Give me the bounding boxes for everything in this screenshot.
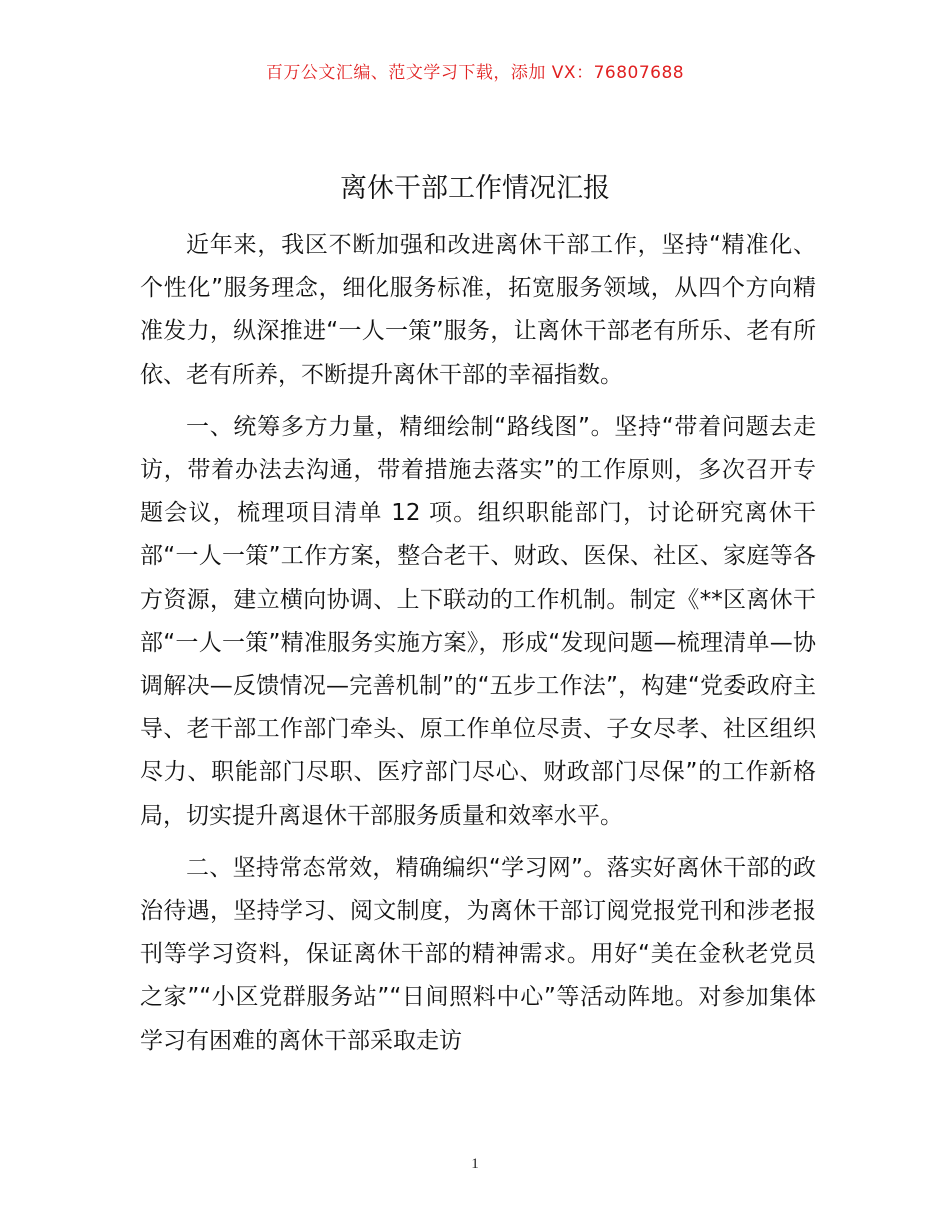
paragraph-section-2: 二、坚持常态常效，精确编织“学习网”。落实好离休干部的政治待遇，坚持学习、阅文制度，为离休干部订阅党报党刊和涉老报刊等学习资料，保证离休干部的精神需求。用好“美在金秋老党员之家”“小区党群服务站”“日间照料中心”等活动阵地。对参加集体学习有困难的离休干部采取走访 [140,854,816,1054]
document-title: 离休干部工作情况汇报 [340,173,610,204]
paragraph-intro: 近年来，我区不断加强和改进离休干部工作，坚持“精准化、个性化”服务理念，细化服务标准，拓宽服务领域，从四个方向精准发力，纵深推进“一人一策”服务，让离休干部老有所乐、老有所依、老有所养，不断提升离休干部的幸福指数。 [140,232,816,388]
page-number: 1 [471,1156,479,1172]
paragraph-section-1: 一、统筹多方力量，精细绘制“路线图”。坚持“带着问题去走访，带着办法去沟通，带着措施去落实”的工作原则，多次召开专题会议，梳理项目清单 12 项。组织职能部门，讨论研究离休干部“一人一策”工作方案，整合老干、财政、医保、社区、家庭等各方资源，建立横向协调、上下联动的工作机制。制定《**区离休干部“一人一策”精准服务实施方案》，形成“发现问题—梳理清单—协调解决—反馈情况—完善机制”的“五步工作法”，构建“党委政府主导、老干部工作部门牵头、原工作单位尽责、子女尽孝、社区组织尽力、职能部门尽职、医疗部门尽心、财政部门尽保”的工作新格局，切实提升离退休干部服务质量和效率水平。 [140,413,816,829]
document-body [140,224,816,1063]
header-banner: 百万公文汇编、范文学习下载，添加 VX：76807688 [265,63,685,83]
